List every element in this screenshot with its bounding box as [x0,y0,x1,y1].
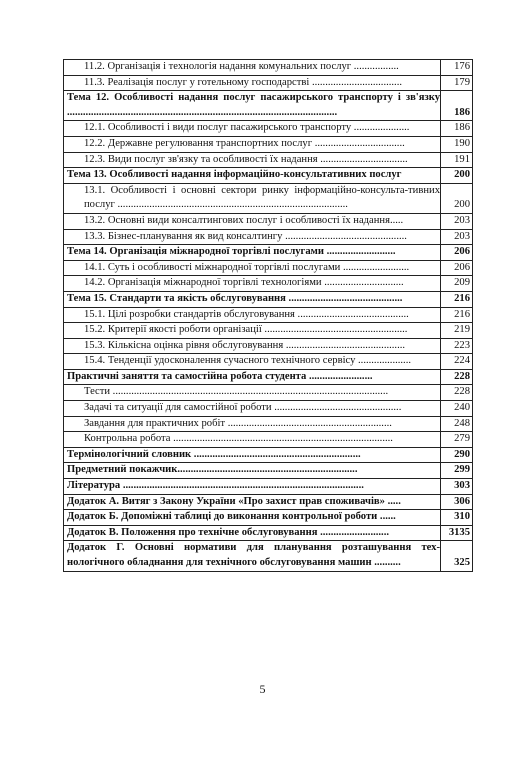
toc-entry-title: Додаток А. Витяг з Закону України «Про захист прав споживачів» ..... [67,495,401,507]
toc-entry-page: 310 [440,510,472,525]
toc-entry-page: 290 [440,448,472,463]
toc-entry-page: 191 [440,153,472,168]
toc-entry-page: 200 [440,184,472,213]
toc-entry-title: Контрольна робота ................................................................................... [84,433,393,445]
toc-entry-title: 13.1. Особливості і основні сектори ринку інформаційно-консульта-тивних послуг ....................................................................................... [84,184,440,211]
toc-entry-title: 11.3. Реалізація послуг у готельному господарстві .................................. [84,76,402,88]
toc-entry [63,354,473,370]
toc-entry-page: 209 [440,276,472,291]
toc-entry-page: 190 [440,137,472,152]
toc-entry-page: 299 [440,463,472,478]
toc-entry-title: 15.1. Цілі розробки стандартів обслуговування .......................................... [84,308,409,320]
toc-entry-page: 325 [440,541,472,570]
toc-entry [63,417,473,433]
toc-entry-title: 13.3. Бізнес-планування як вид консалтингу .............................................. [84,230,407,242]
table-of-contents [63,59,473,572]
toc-entry [63,153,473,169]
toc-entry-page: 206 [440,245,472,260]
toc-entry [63,76,473,92]
toc-entry-page: 186 [440,121,472,136]
toc-entry-page: 200 [440,168,472,183]
toc-entry-page: 279 [440,432,472,447]
toc-entry-page: 223 [440,339,472,354]
toc-entry-page: 176 [440,60,472,75]
toc-entry [63,495,473,511]
toc-entry-page: 216 [440,292,472,307]
toc-entry-page: 248 [440,417,472,432]
toc-entry [63,370,473,386]
toc-entry-page: 206 [440,261,472,276]
toc-entry-title: 13.2. Основні види консалтингових послуг і особливості їх надання..... [84,214,404,226]
toc-entry [63,510,473,526]
toc-entry-page: 203 [440,230,472,245]
toc-entry-page: 3135 [440,526,472,541]
toc-entry-title: 14.1. Суть і особливості міжнародної торгівлі послугами ......................... [84,261,410,273]
toc-entry-page: 219 [440,323,472,338]
toc-entry-page: 306 [440,495,472,510]
toc-entry-title: Термінологічний словник ............................................................... [67,448,361,460]
toc-entry-page: 216 [440,308,472,323]
toc-entry-page: 179 [440,76,472,91]
toc-entry-page: 228 [440,385,472,400]
toc-entry [63,91,473,121]
toc-entry [63,463,473,479]
toc-entry-title: Тема 13. Особливості надання інформаційно-консультативних послуг [67,169,402,181]
toc-entry [63,448,473,464]
toc-entry-title: Тема 12. Особливості надання послуг пасажирського транспорту і зв'язку ...................................................................................................... [67,92,440,118]
toc-entry [63,168,473,184]
toc-entry-title: 15.3. Кількісна оцінка рівня обслуговування ............................................. [84,339,406,351]
toc-entry [63,479,473,495]
toc-entry-title: Практичні заняття та самостійна робота студента ........................ [67,370,373,382]
toc-entry [63,184,473,214]
toc-entry-title: 15.2. Критерії якості роботи організації ...................................................... [84,324,408,336]
toc-entry-title: Тема 15. Стандарти та якість обслуговування ........................................... [67,292,403,304]
toc-entry-title: Література ........................................................................................... [67,480,364,492]
toc-entry-title: Завдання для практичних робіт .............................................................. [84,417,392,429]
toc-entry [63,261,473,277]
toc-entry [63,292,473,308]
toc-entry [63,432,473,448]
toc-entry-title: Тема 14. Організація міжнародної торгівлі послугами .......................... [67,246,396,258]
toc-entry [63,245,473,261]
toc-entry [63,541,473,571]
toc-entry-title: 12.1. Особливості і види послуг пасажирського транспорту ..................... [84,122,410,134]
toc-entry-title: Предметний покажчик.................................................................... [67,464,358,476]
toc-entry-page: 224 [440,354,472,369]
toc-entry [63,276,473,292]
toc-entry-title: Додаток Г. Основні нормативи для планування розташування тех-нологічного обладнання для технічного обслуговування машин .......... [67,542,440,568]
toc-entry-title: 14.2. Організація міжнародної торгівлі технологіями .............................. [84,277,404,289]
toc-entry [63,308,473,324]
toc-entry [63,526,473,542]
toc-entry [63,385,473,401]
toc-entry [63,121,473,137]
toc-entry [63,230,473,246]
toc-entry-title: Тести ........................................................................................................ [84,386,389,398]
toc-entry-title: 12.3. Види послуг зв'язку та особливості їх надання ................................. [84,153,408,165]
toc-entry-title: 12.2. Державне регулювання транспортних послуг .................................. [84,137,405,149]
page-number: 5 [259,682,266,696]
toc-entry-title: 11.2. Організація і технологія надання комунальних послуг ................. [84,61,399,72]
toc-entry-page: 186 [440,91,472,120]
toc-entry-page: 240 [440,401,472,416]
toc-entry-page: 228 [440,370,472,385]
toc-entry-page: 203 [440,214,472,229]
toc-entry-title: Задачі та ситуації для самостійної роботи ................................................ [84,402,402,414]
toc-entry [63,323,473,339]
toc-entry-title: Додаток В. Положення про технічне обслуговування .......................... [67,526,389,538]
toc-entry-title: Додаток Б. Допоміжні таблиці до виконання контрольної роботи ...... [67,511,396,523]
toc-entry [63,214,473,230]
toc-entry-page: 303 [440,479,472,494]
toc-entry [63,59,473,76]
toc-entry [63,137,473,153]
toc-entry-title: 15.4. Тенденції удосконалення сучасного технічного сервісу .................... [84,355,411,367]
toc-entry [63,339,473,355]
toc-entry [63,401,473,417]
